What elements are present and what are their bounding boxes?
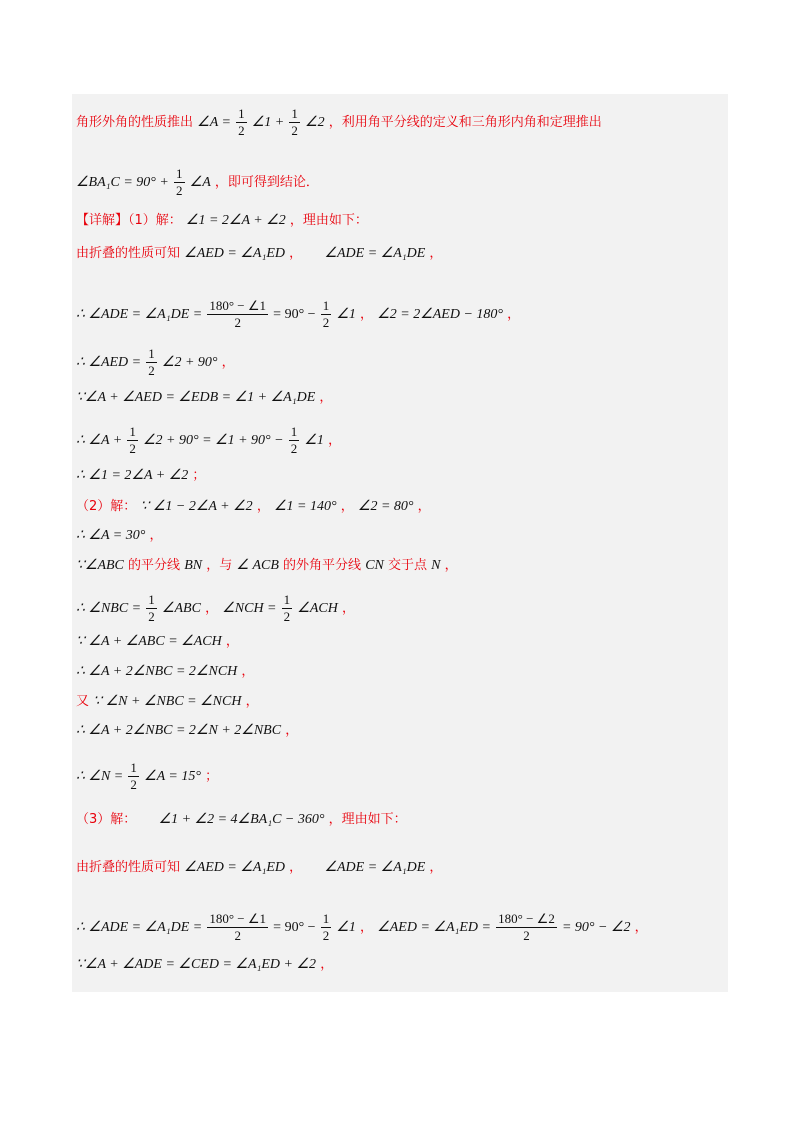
math: ∵ ∠A + ∠ABC = ∠ACH xyxy=(76,634,222,649)
text: 又 xyxy=(76,694,90,709)
math: CN xyxy=(365,558,384,573)
math: ∠ABC xyxy=(161,601,201,616)
math: ∴ ∠AED = xyxy=(76,355,142,370)
text: 交于点 xyxy=(388,558,428,573)
text: ， xyxy=(256,499,270,514)
math: ∵ ∠N + ∠NBC = ∠NCH xyxy=(93,694,242,709)
text: ， xyxy=(149,528,163,543)
fraction-half: $\frac{1}{2}$ xyxy=(130,760,137,792)
math: ∠2 + 90° xyxy=(161,355,218,370)
text: （2）解： xyxy=(76,499,137,514)
text: 角形外角的性质推出 xyxy=(76,115,194,130)
math: ∴ ∠1 = 2∠A + ∠2 xyxy=(76,468,189,483)
text-line-6 xyxy=(76,346,235,379)
text-line-8 xyxy=(76,424,341,457)
text-line-5 xyxy=(76,298,520,331)
text-line-12 xyxy=(76,556,458,576)
text: ， xyxy=(320,957,334,972)
text: ， xyxy=(507,307,521,322)
math: ∠1 xyxy=(304,433,324,448)
math: ∠2 xyxy=(305,115,325,130)
math: ∵∠ABC xyxy=(76,558,124,573)
text: ， xyxy=(245,694,259,709)
text: ， xyxy=(429,246,443,261)
fraction-half: $\frac{1}{2}$ xyxy=(322,911,330,943)
text: ， xyxy=(360,307,374,322)
math: ∴ ∠NBC = xyxy=(76,601,142,616)
text-line-20 xyxy=(76,858,442,878)
math: ∠ACH xyxy=(297,601,338,616)
text-line-13 xyxy=(76,592,355,625)
text: ； xyxy=(205,769,219,784)
math: ∴ ∠ADE = ∠A₁DE = xyxy=(76,307,203,322)
text: ， xyxy=(319,390,333,405)
text: ， xyxy=(444,558,458,573)
math: ∠AED = ∠A₁ED xyxy=(184,860,285,875)
text: ， xyxy=(285,723,299,738)
text: ，利用角平分线的定义和三角形内角和定理推出 xyxy=(328,115,602,130)
text: （3）解： xyxy=(76,812,137,827)
text-line-19 xyxy=(76,810,407,830)
text-line-2 xyxy=(76,166,319,199)
math: ∠1 + ∠2 = 4∠BA₁C − 360° xyxy=(158,812,325,827)
text: ，与 xyxy=(206,558,233,573)
text: ，理由如下： xyxy=(289,213,368,228)
math: ∠1 = 140° xyxy=(273,499,337,514)
math: ∠2 + 90° = ∠1 + 90° − xyxy=(143,433,284,448)
math: ∴ ∠A + xyxy=(76,433,123,448)
text: ， xyxy=(289,246,303,261)
math: ∠A xyxy=(189,175,211,190)
math: ∠ADE = ∠A₁DE xyxy=(324,860,426,875)
math: ∵∠A + ∠AED = ∠EDB = ∠1 + ∠A₁DE xyxy=(76,390,316,405)
math: = 90° − xyxy=(273,920,316,935)
fraction-half: $\frac{1}{2}$ xyxy=(290,424,298,456)
fraction-half: $\frac{1}{2}$ xyxy=(291,106,298,138)
math: ∠1 = 2∠A + ∠2 xyxy=(185,213,286,228)
fraction-half: $\frac{1}{2}$ xyxy=(129,424,136,456)
text: 的平分线 xyxy=(128,558,181,573)
math: ∴ ∠A + 2∠NBC = 2∠N + 2∠NBC xyxy=(76,723,282,738)
text-line-1 xyxy=(76,106,602,139)
text-line-16 xyxy=(76,692,259,712)
math: ∠A = xyxy=(197,115,231,130)
text: 由折叠的性质可知 xyxy=(76,246,181,261)
text-line-15 xyxy=(76,662,254,682)
math: ∠A = 15° xyxy=(144,769,201,784)
fraction-half: $\frac{1}{2}$ xyxy=(148,346,155,378)
math: ∠NCH = xyxy=(222,601,277,616)
math: ∠1 xyxy=(336,307,356,322)
math: ∵∠A + ∠ADE = ∠CED = ∠A₁ED + ∠2 xyxy=(76,957,317,972)
fraction-180-minus-1: $\frac{180^\circ - \angle 1}{2}$ xyxy=(209,298,267,330)
text-line-3 xyxy=(76,211,368,231)
math: ∠AED = ∠A₁ED xyxy=(184,246,285,261)
fraction-180-minus-1: $\frac{180^\circ - \angle 1}{2}$ xyxy=(209,911,267,943)
math: ∠ADE = ∠A₁DE xyxy=(324,246,426,261)
math: ∠2 = 80° xyxy=(357,499,414,514)
math: ∠2 = 2∠AED − 180° xyxy=(377,307,504,322)
fraction-half: $\frac{1}{2}$ xyxy=(283,592,291,624)
text-line-21 xyxy=(76,911,648,944)
text-line-11 xyxy=(76,526,162,546)
fraction-half: $\frac{1}{2}$ xyxy=(322,298,330,330)
fraction-half: $\frac{1}{2}$ xyxy=(148,592,155,624)
text: ， xyxy=(289,860,303,875)
math: N xyxy=(431,558,441,573)
math: BN xyxy=(184,558,203,573)
text: 的外角平分线 xyxy=(283,558,362,573)
text: ， xyxy=(221,355,235,370)
text-line-22 xyxy=(76,955,333,975)
text: ， xyxy=(328,433,342,448)
text-line-4 xyxy=(76,244,442,264)
text-line-7 xyxy=(76,388,332,408)
math: ∴ ∠A = 30° xyxy=(76,528,146,543)
fraction-half: $\frac{1}{2}$ xyxy=(176,166,183,198)
text: ， xyxy=(225,634,239,649)
text: ，理由如下： xyxy=(328,812,407,827)
fraction-half: $\frac{1}{2}$ xyxy=(238,106,245,138)
text-line-10 xyxy=(76,497,431,517)
fraction-180-minus-2: $\frac{180^\circ - \angle 2}{2}$ xyxy=(498,911,555,943)
math: ∴ ∠N = xyxy=(76,769,124,784)
math: ∠AED = ∠A₁ED = xyxy=(377,920,491,935)
math: ∠ ACB xyxy=(236,558,279,573)
math: ∠1 xyxy=(336,920,356,935)
text: ， xyxy=(241,664,255,679)
text-line-14 xyxy=(76,632,239,652)
text: 由折叠的性质可知 xyxy=(76,860,181,875)
text: ， xyxy=(429,860,443,875)
math: ∴ ∠A + 2∠NBC = 2∠NCH xyxy=(76,664,238,679)
text-line-18 xyxy=(76,760,218,793)
text: ， xyxy=(417,499,431,514)
math: = 90° − ∠2 xyxy=(561,920,631,935)
text: ， xyxy=(342,601,356,616)
text-line-9 xyxy=(76,466,205,486)
math: ∠BA₁C = 90° + xyxy=(76,175,169,190)
text: ， xyxy=(205,601,219,616)
text: ， xyxy=(634,920,648,935)
math: = 90° − xyxy=(273,307,316,322)
math: ∠1 + xyxy=(251,115,285,130)
text: ， xyxy=(340,499,354,514)
text: 【详解】（1）解： xyxy=(76,213,182,228)
text-line-17 xyxy=(76,721,298,741)
text: ，即可得到结论． xyxy=(214,175,319,190)
text: ， xyxy=(360,920,374,935)
math: ∵ ∠1 − 2∠A + ∠2 xyxy=(140,499,253,514)
text: ； xyxy=(192,468,206,483)
math: ∴ ∠ADE = ∠A₁DE = xyxy=(76,920,203,935)
